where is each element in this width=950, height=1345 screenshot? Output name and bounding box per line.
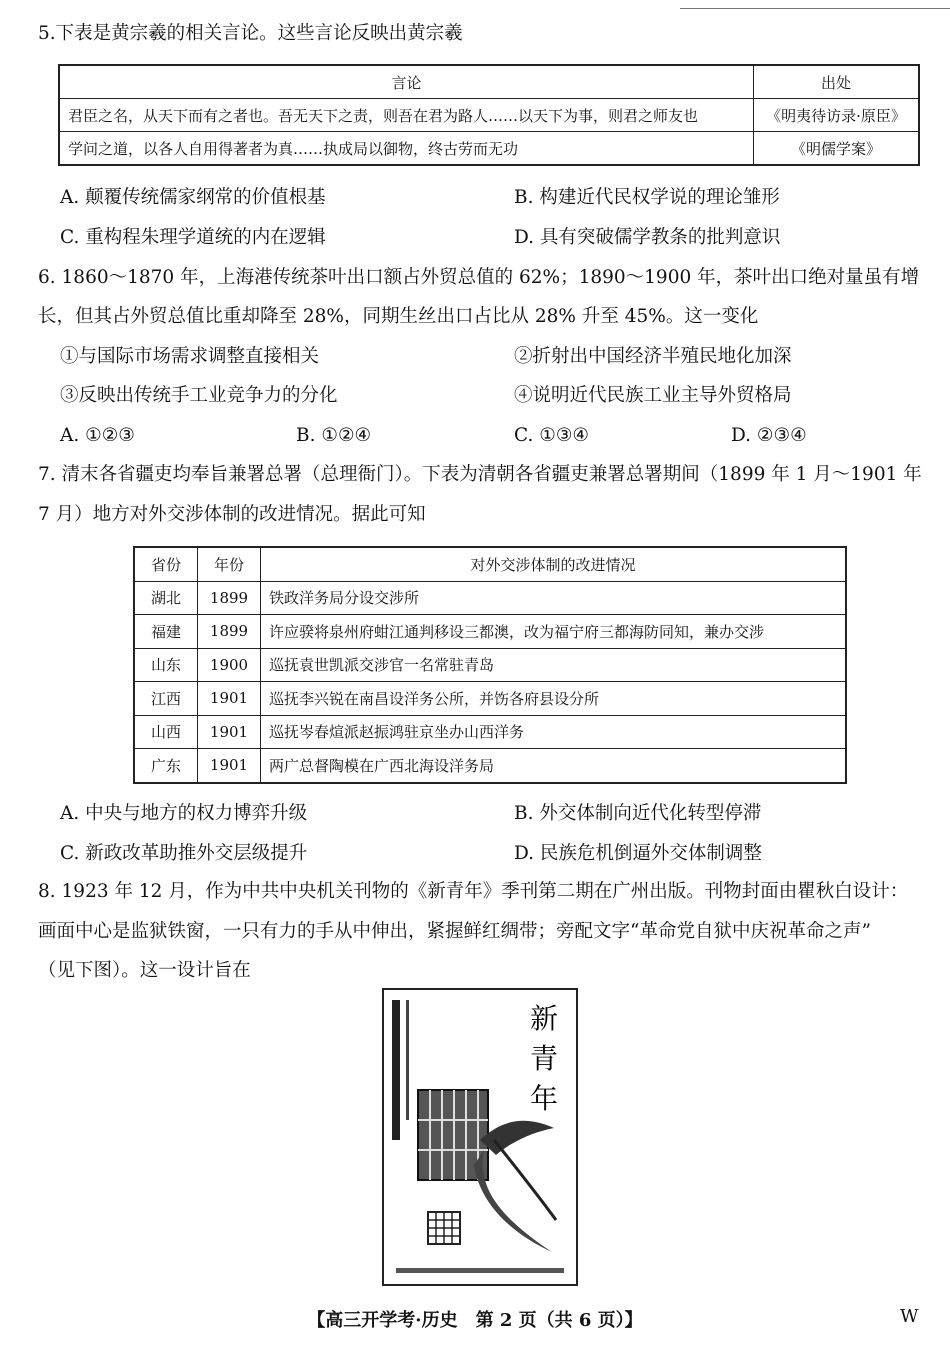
table-row <box>59 132 919 166</box>
table-row <box>59 99 919 132</box>
q7-option-b[interactable]: B. 外交体制向近代化转型停滞 <box>514 803 762 824</box>
table-cell: 巡抚袁世凯派交涉官一名常驻青岛 <box>261 648 847 682</box>
q5-source-2: 《明儒学案》 <box>754 132 920 166</box>
table-cell: 巡抚李兴锐在南昌设洋务公所，并饬各府县设分所 <box>261 682 847 716</box>
q7-header-change: 对外交涉体制的改进情况 <box>261 547 847 581</box>
q7-option-d[interactable]: D. 民族危机倒逼外交体制调整 <box>514 843 762 864</box>
table-cell: 1901 <box>198 715 261 749</box>
cover-caption-strip <box>396 1268 564 1273</box>
q7-stem-line1: 7. 清末各省疆吏均奉旨兼署总署（总理衙门）。下表为清朝各省疆吏兼署总署期间（1899 年 1 月～1901 年 <box>38 464 922 485</box>
q7-table <box>133 546 847 784</box>
table-cell: 1899 <box>198 581 261 615</box>
q5-option-b[interactable]: B. 构建近代民权学说的理论雏形 <box>514 187 780 208</box>
q7-option-a[interactable]: A. 中央与地方的权力博弈升级 <box>60 803 308 824</box>
q6-option-d[interactable]: D. ②③④ <box>731 425 807 446</box>
q5-header-source: 出处 <box>754 65 920 99</box>
table-cell: 1901 <box>198 749 261 783</box>
q6-option-b[interactable]: B. ①②④ <box>296 425 372 446</box>
cover-border-bar <box>406 1000 409 1120</box>
table-cell: 山西 <box>134 715 198 749</box>
q5-stem: 5.下表是黄宗羲的相关言论。这些言论反映出黄宗羲 <box>38 23 463 44</box>
hand-shape <box>480 1121 554 1155</box>
q5-option-d[interactable]: D. 具有突破儒学教条的批判意识 <box>514 227 781 248</box>
q6-option-c[interactable]: C. ①③④ <box>514 425 590 446</box>
table-cell: 1900 <box>198 648 261 682</box>
top-rule <box>680 8 950 9</box>
q5-header-quote: 言论 <box>59 65 754 99</box>
table-row <box>134 615 846 649</box>
page-watermark: W <box>900 1306 919 1327</box>
table-row <box>134 715 846 749</box>
q7-header-province: 省份 <box>134 547 198 581</box>
cover-title-char: 新 <box>529 1002 559 1035</box>
q7-option-c[interactable]: C. 新政改革助推外交层级提升 <box>60 843 308 864</box>
q6-statement-2: ②折射出中国经济半殖民地化加深 <box>514 346 792 367</box>
table-row <box>134 648 846 682</box>
q6-stem-line1: 6. 1860～1870 年，上海港传统茶叶出口额占外贸总值的 62%；1890～1900 年，茶叶出口绝对量虽有增 <box>38 267 920 288</box>
q8-stem-line1: 8. 1923 年 12 月，作为中共中央机关刊物的《新青年》季刊第二期在广州出版。刊物封面由瞿秋白设计： <box>38 881 909 902</box>
q6-stem-line2: 长，但其占外贸总值比重却降至 28%，同期生丝出口占比从 28% 升至 45%。这一变化 <box>38 306 759 327</box>
table-cell: 巡抚岑春煊派赵振鸿驻京坐办山西洋务 <box>261 715 847 749</box>
q5-quote-1: 君臣之名，从天下而有之者也。吾无天下之责，则吾在君为路人……以天下为事，则君之师友也 <box>59 99 754 132</box>
q5-quote-2: 学问之道，以各人自用得著者为真……执成局以御物，终古劳而无功 <box>59 132 754 166</box>
table-cell: 许应骙将泉州府蚶江通判移设三都澳，改为福宁府三都海防同知，兼办交涉 <box>261 615 847 649</box>
q5-table <box>58 64 920 166</box>
cover-illustration <box>384 990 576 1284</box>
table-cell: 福建 <box>134 615 198 649</box>
table-cell: 湖北 <box>134 581 198 615</box>
q8-stem-line3: （见下图）。这一设计旨在 <box>38 960 251 981</box>
magazine-cover-image <box>382 988 578 1286</box>
table-row <box>134 581 846 615</box>
q6-statement-3: ③反映出传统手工业竞争力的分化 <box>60 385 338 406</box>
q8-stem-line2: 画面中心是监狱铁窗，一只有力的手从中伸出，紧握鲜红绸带；旁配文字“革命党自狱中庆祝革命之声” <box>38 921 871 942</box>
q5-option-a[interactable]: A. 颠覆传统儒家纲常的价值根基 <box>60 187 326 208</box>
table-cell: 铁政洋务局分设交涉所 <box>261 581 847 615</box>
small-window <box>428 1212 460 1244</box>
table-cell: 两广总督陶模在广西北海设洋务局 <box>261 749 847 783</box>
cover-title-char: 年 <box>529 1082 559 1115</box>
q5-source-1: 《明夷待访录·原臣》 <box>754 99 920 132</box>
q7-stem-line2: 7 月）地方对外交涉体制的改进情况。据此可知 <box>38 504 426 525</box>
table-cell: 1899 <box>198 615 261 649</box>
table-row <box>134 682 846 716</box>
q5-option-c[interactable]: C. 重构程朱理学道统的内在逻辑 <box>60 227 326 248</box>
cover-title-char: 青 <box>529 1042 559 1075</box>
table-cell: 山东 <box>134 648 198 682</box>
ribbon-stroke <box>494 1140 556 1220</box>
q6-option-a[interactable]: A. ①②③ <box>60 425 135 446</box>
page-footer: 【高三开学考·历史 第 2 页（共 6 页）】 <box>307 1310 643 1331</box>
table-cell: 广东 <box>134 749 198 783</box>
table-cell: 1901 <box>198 682 261 716</box>
table-cell: 江西 <box>134 682 198 716</box>
q7-header-year: 年份 <box>198 547 261 581</box>
table-row <box>134 749 846 783</box>
cover-border-bar <box>392 1000 400 1140</box>
q6-statement-1: ①与国际市场需求调整直接相关 <box>60 346 320 367</box>
q6-statement-4: ④说明近代民族工业主导外贸格局 <box>514 385 792 406</box>
